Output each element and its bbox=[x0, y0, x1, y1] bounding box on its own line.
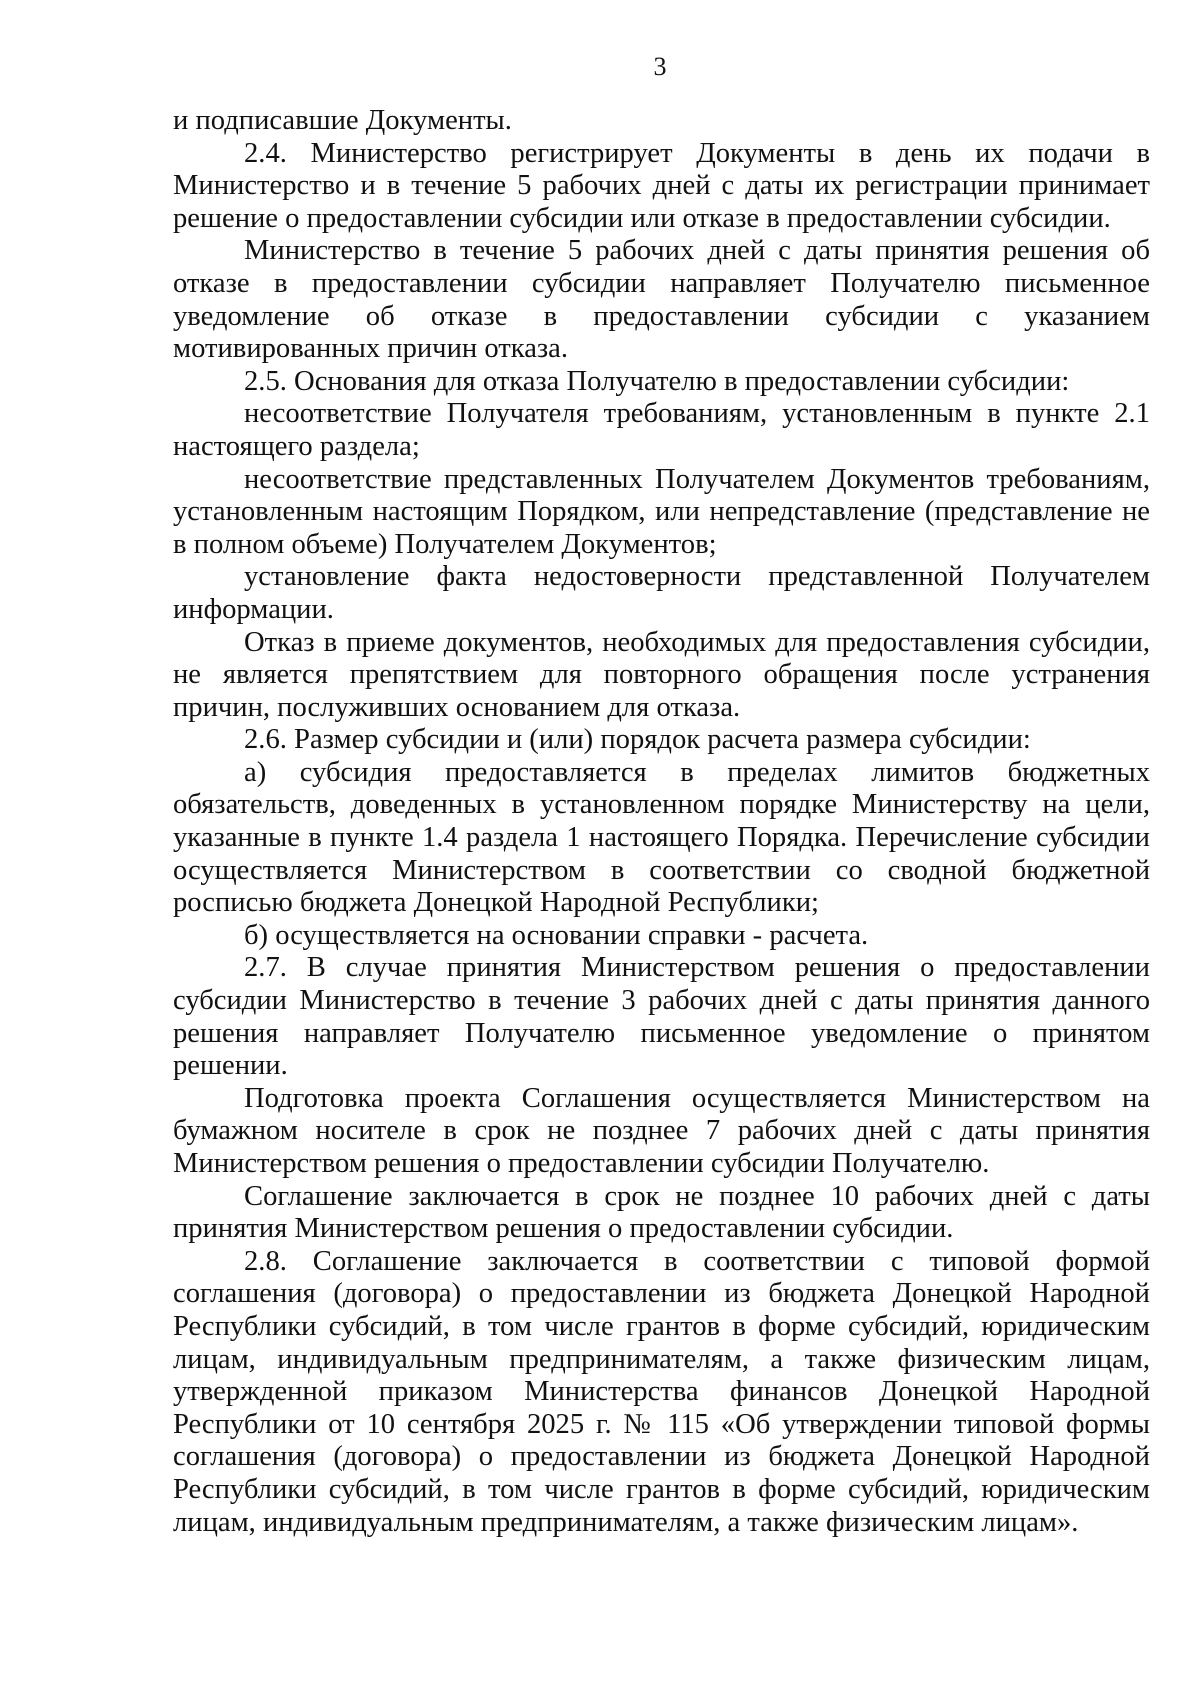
paragraph-2-5: 2.5. Основания для отказа Получателю в предоставлении субсидии: bbox=[244, 365, 1070, 397]
document-body bbox=[173, 105, 1150, 1539]
paragraph-2-4: 2.4. Министерство регистрирует Документы в день их подачи в Министерство и в течение 5 рабочих дней с даты их регистрации принимает решение о предоставлении субсидии или отказе в предоставлении субсидии. bbox=[173, 137, 1150, 234]
paragraph-2-7: 2.7. В случае принятия Министерством решения о предоставлении субсидии Министерство в течение 3 рабочих дней с даты принятия данного решения направляет Получателю письменное уведомление о принятом решении. bbox=[173, 952, 1150, 1082]
paragraph-2-6: 2.6. Размер субсидии и (или) порядок расчета размера субсидии: bbox=[244, 724, 1031, 756]
paragraph-agreement-conclusion: Соглашение заключается в срок не позднее 10 рабочих дней с даты принятия Министерством решения о предоставлении субсидии. bbox=[173, 1180, 1150, 1245]
paragraph-2-6-b: б) осуществляется на основании справки - расчета. bbox=[244, 919, 869, 951]
paragraph-continuation: и подписавшие Документы. bbox=[173, 105, 512, 136]
page-number: 3 bbox=[653, 52, 667, 81]
paragraph-repeat-application: Отказ в приеме документов, необходимых для предоставления субсидии, не является препятствием для повторного обращения после устранения причин, послуживших основанием для отказа. bbox=[173, 626, 1150, 723]
paragraph-2-6-a: а) субсидия предоставляется в пределах лимитов бюджетных обязательств, доведенных в установленном порядке Министерству на цели, указанные в пункте 1.4 раздела 1 настоящего Порядка. Перечисление субсидии осуществляется Министерством в соответствии со сводной бюджетной росписью бюджета Донецкой Народной Республики; bbox=[173, 756, 1150, 919]
paragraph-2-8: 2.8. Соглашение заключается в соответствии с типовой формой соглашения (договора) о предоставлении из бюджета Донецкой Народной Республики субсидий, в том числе грантов в форме субсидий, юридическим лицам, индивидуальным предпринимателям, а также физическим лицам, утвержденной приказом Министерства финансов Донецкой Народной Республики от 10 сентября 2025 г. № 115 «Об утверждении типовой формы соглашения (договора) о предоставлении из бюджета Донецкой Народной Республики субсидий, в том числе грантов в форме субсидий, юридическим лицам, индивидуальным предпринимателям, а также физическим лицам». bbox=[173, 1245, 1150, 1538]
paragraph-refusal-notice: Министерство в течение 5 рабочих дней с даты принятия решения об отказе в предоставлении субсидии направляет Получателю письменное уведомление об отказе в предоставлении субсидии с указанием мотивированных причин отказа. bbox=[173, 235, 1150, 365]
paragraph-refusal-ground-1: несоответствие Получателя требованиям, установленным в пункте 2.1 настоящего раздела; bbox=[173, 398, 1150, 462]
paragraph-refusal-ground-2: несоответствие представленных Получателем Документов требованиям, установленным настоящим Порядком, или непредставление (представление не в полном объеме) Получателем Документов; bbox=[173, 463, 1150, 560]
paragraph-agreement-preparation: Подготовка проекта Соглашения осуществляется Министерством на бумажном носителе в срок не позднее 7 рабочих дней с даты принятия Министерством решения о предоставлении субсидии Получателю. bbox=[173, 1082, 1150, 1179]
paragraph-refusal-ground-3: установление факта недостоверности представленной Получателем информации. bbox=[173, 561, 1150, 625]
